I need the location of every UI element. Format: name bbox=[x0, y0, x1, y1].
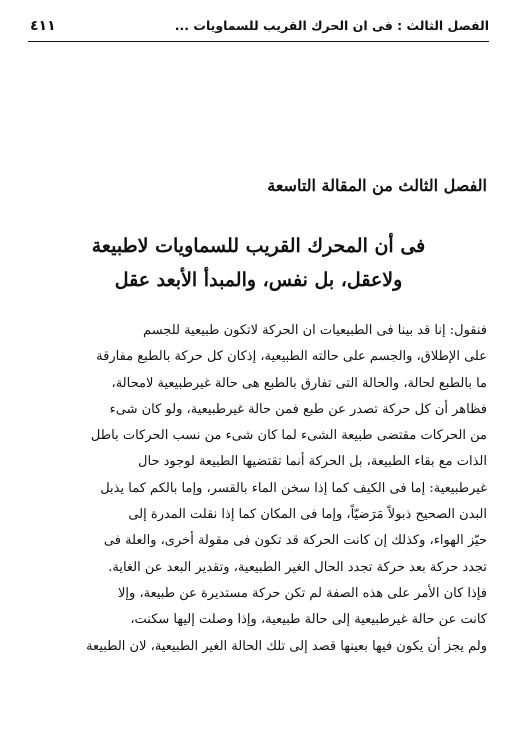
body-line: ما بالطبع لحالة، والحالة التى تفارق بالطبع هى حالة غيرطبيعية لامحالة، bbox=[111, 375, 487, 391]
body-line: من الحركات مقتضى طبيعة الشىء لما كان شىء من نسب الحركات باطل bbox=[90, 428, 487, 444]
page-number: ٤١١ bbox=[30, 18, 56, 34]
body-line: كانت عن حالة غيرطبيعية إلى حالة طبيعية، وإذا وصلت إليها سكنت، bbox=[130, 612, 487, 628]
running-head: الفصل الثالث : فى ان الحرك القريب للسماويات ... bbox=[174, 18, 489, 33]
header-rule bbox=[28, 41, 489, 42]
body-line: فنقول: إنا قد بينا فى الطبيعيات ان الحركة لاتكون طبيعية للجسم bbox=[143, 323, 487, 338]
body-line: فإذا كان الأمر على هذه الصفة لم تكن حركة مستديرة عن طبيعة، وإلا bbox=[118, 585, 487, 601]
section-label: الفصل الثالث من المقالة التاسعة bbox=[267, 176, 487, 195]
body-line: حيّز الهواء، وكذلك إن كانت الحركة قد تكون فى مقولة أخرى، والعلة فى bbox=[103, 533, 487, 549]
body-line: تجدد حركة بعد حركة تجدد الحال الغير الطبيعية، وتقدير البعد عن الغاية. bbox=[108, 559, 487, 575]
body-line: ولم يجز أن يكون فيها بعينها قصد إلى تلك الحالة الغير الطبيعية، لان الطبيعة bbox=[86, 638, 487, 654]
body-line: البدن الصحيح ذبولاً مَرَضيّاً، وإما فى المكان كما إذا نقلت المدرة إلى bbox=[128, 507, 487, 523]
chapter-title bbox=[0, 229, 517, 297]
chapter-title-line: فى أن المحرك القريب للسماويات لاطبيعة bbox=[91, 235, 426, 257]
body-line: فظاهر أن كل حركة تصدر عن طبع فمن حالة غيرطبيعية، ولو كان شىء bbox=[109, 401, 487, 417]
chapter-title-line: ولاعقل، بل نفس، والمبدأ الأبعد عقل bbox=[114, 269, 403, 291]
page-header bbox=[30, 18, 489, 40]
body-line: الذات مع بقاء الطبيعة، بل الحركة أنما تقتضيها الطبيعة لوجود حال bbox=[138, 454, 487, 470]
body-line: على الإطلاق، والجسم على حالته الطبيعية، إذكان كل حركة بالطبع مفارقة bbox=[96, 349, 487, 365]
body-line: غيرطبيعية: إما فى الكيف كما إذا سخن الماء بالقسر، وإما بالكم كما يذبل bbox=[100, 480, 487, 496]
body-text bbox=[28, 318, 487, 660]
